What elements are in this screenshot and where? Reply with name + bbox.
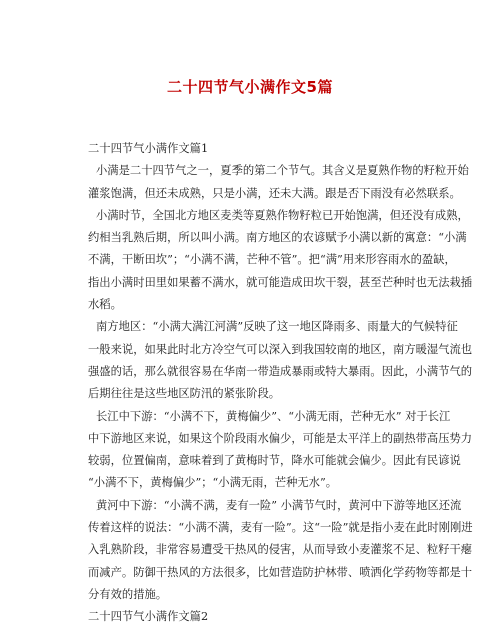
- paragraph-line: 入乳熟阶段，非常容易遭受干热风的侵害，从而导致小麦灌浆不足、粒籽干瘪: [88, 543, 473, 557]
- paragraph-line: 指出小满时田里如果蓄不满水，就可能造成田坎干裂，甚至芒种时也无法栽插: [88, 275, 473, 289]
- paragraph-5: [88, 495, 473, 606]
- paragraph-line: 分有效的措施。: [88, 587, 168, 601]
- paragraph-line: 强盛的话，那么就很容易在华南一带造成暴雨或特大暴雨。因此，小满节气的: [88, 364, 473, 378]
- section-1-heading: 二十四节气小满作文篇1: [88, 142, 209, 155]
- paragraph-line: 小满是二十四节气之一，夏季的第二个节气。其含义是夏熟作物的籽粒开始: [96, 164, 469, 178]
- paragraph-line: 黄河中下游：“小满不满，麦有一险” 小满节气时，黄河中下游等地区还流: [96, 498, 462, 512]
- document-body: [88, 138, 473, 629]
- section-2-heading: 二十四节气小满作文篇2: [88, 610, 209, 624]
- paragraph-line: 传着这样的说法：“小满不满，麦有一险”。这“一险”就是指小麦在此时刚刚进: [88, 521, 473, 535]
- paragraph-line: “小满不下，黄梅偏少”；“小满无雨，芒种无水”。: [88, 476, 338, 490]
- paragraph-line: 较弱，位置偏南，意味着到了黄梅时节，降水可能就会偏少。因此有民谚说: [88, 454, 461, 468]
- paragraph-line: 而减产。防御干热风的方法很多，比如营造防护林带、喷洒化学药物等都是十: [88, 565, 473, 579]
- paragraph-line: 南方地区：“小满大满江河满”反映了这一地区降雨多、雨量大的气候特征: [96, 320, 458, 334]
- paragraph-line: 小满时节，全国北方地区麦类等夏熟作物籽粒已开始饱满，但还没有成熟，: [96, 208, 469, 222]
- paragraph-line: 后期往往是这些地区防汛的紧张阶段。: [88, 387, 281, 401]
- document-title: 二十四节气小满作文5篇: [167, 78, 333, 96]
- paragraph-1: [88, 160, 469, 205]
- paragraph-line: 约相当乳熟后期，所以叫小满。南方地区的农谚赋予小满以新的寓意：“小满: [88, 231, 467, 245]
- paragraph-line: 水稻。: [88, 298, 122, 312]
- paragraph-line: 灌浆饱满，但还未成熟，只是小满，还未大满。跟是否下雨没有必然联系。: [88, 186, 461, 200]
- paragraph-2: [88, 205, 473, 316]
- paragraph-line: 中下游地区来说，如果这个阶段雨水偏少，可能是太平洋上的副热带高压势力: [88, 431, 473, 445]
- paragraph-line: 长江中下游：“小满不下，黄梅偏少”、“小满无雨，芒种无水” 对于长江: [96, 409, 451, 423]
- paragraph-line: 一般来说，如果此时北方冷空气可以深入到我国较南的地区，南方暖湿气流也: [88, 342, 473, 356]
- paragraph-3: [88, 316, 473, 405]
- paragraph-line: 不满，干断田坎”；“小满不满，芒种不管”。把“满”用来形容雨水的盈缺，: [88, 253, 456, 267]
- paragraph-4: [88, 406, 473, 495]
